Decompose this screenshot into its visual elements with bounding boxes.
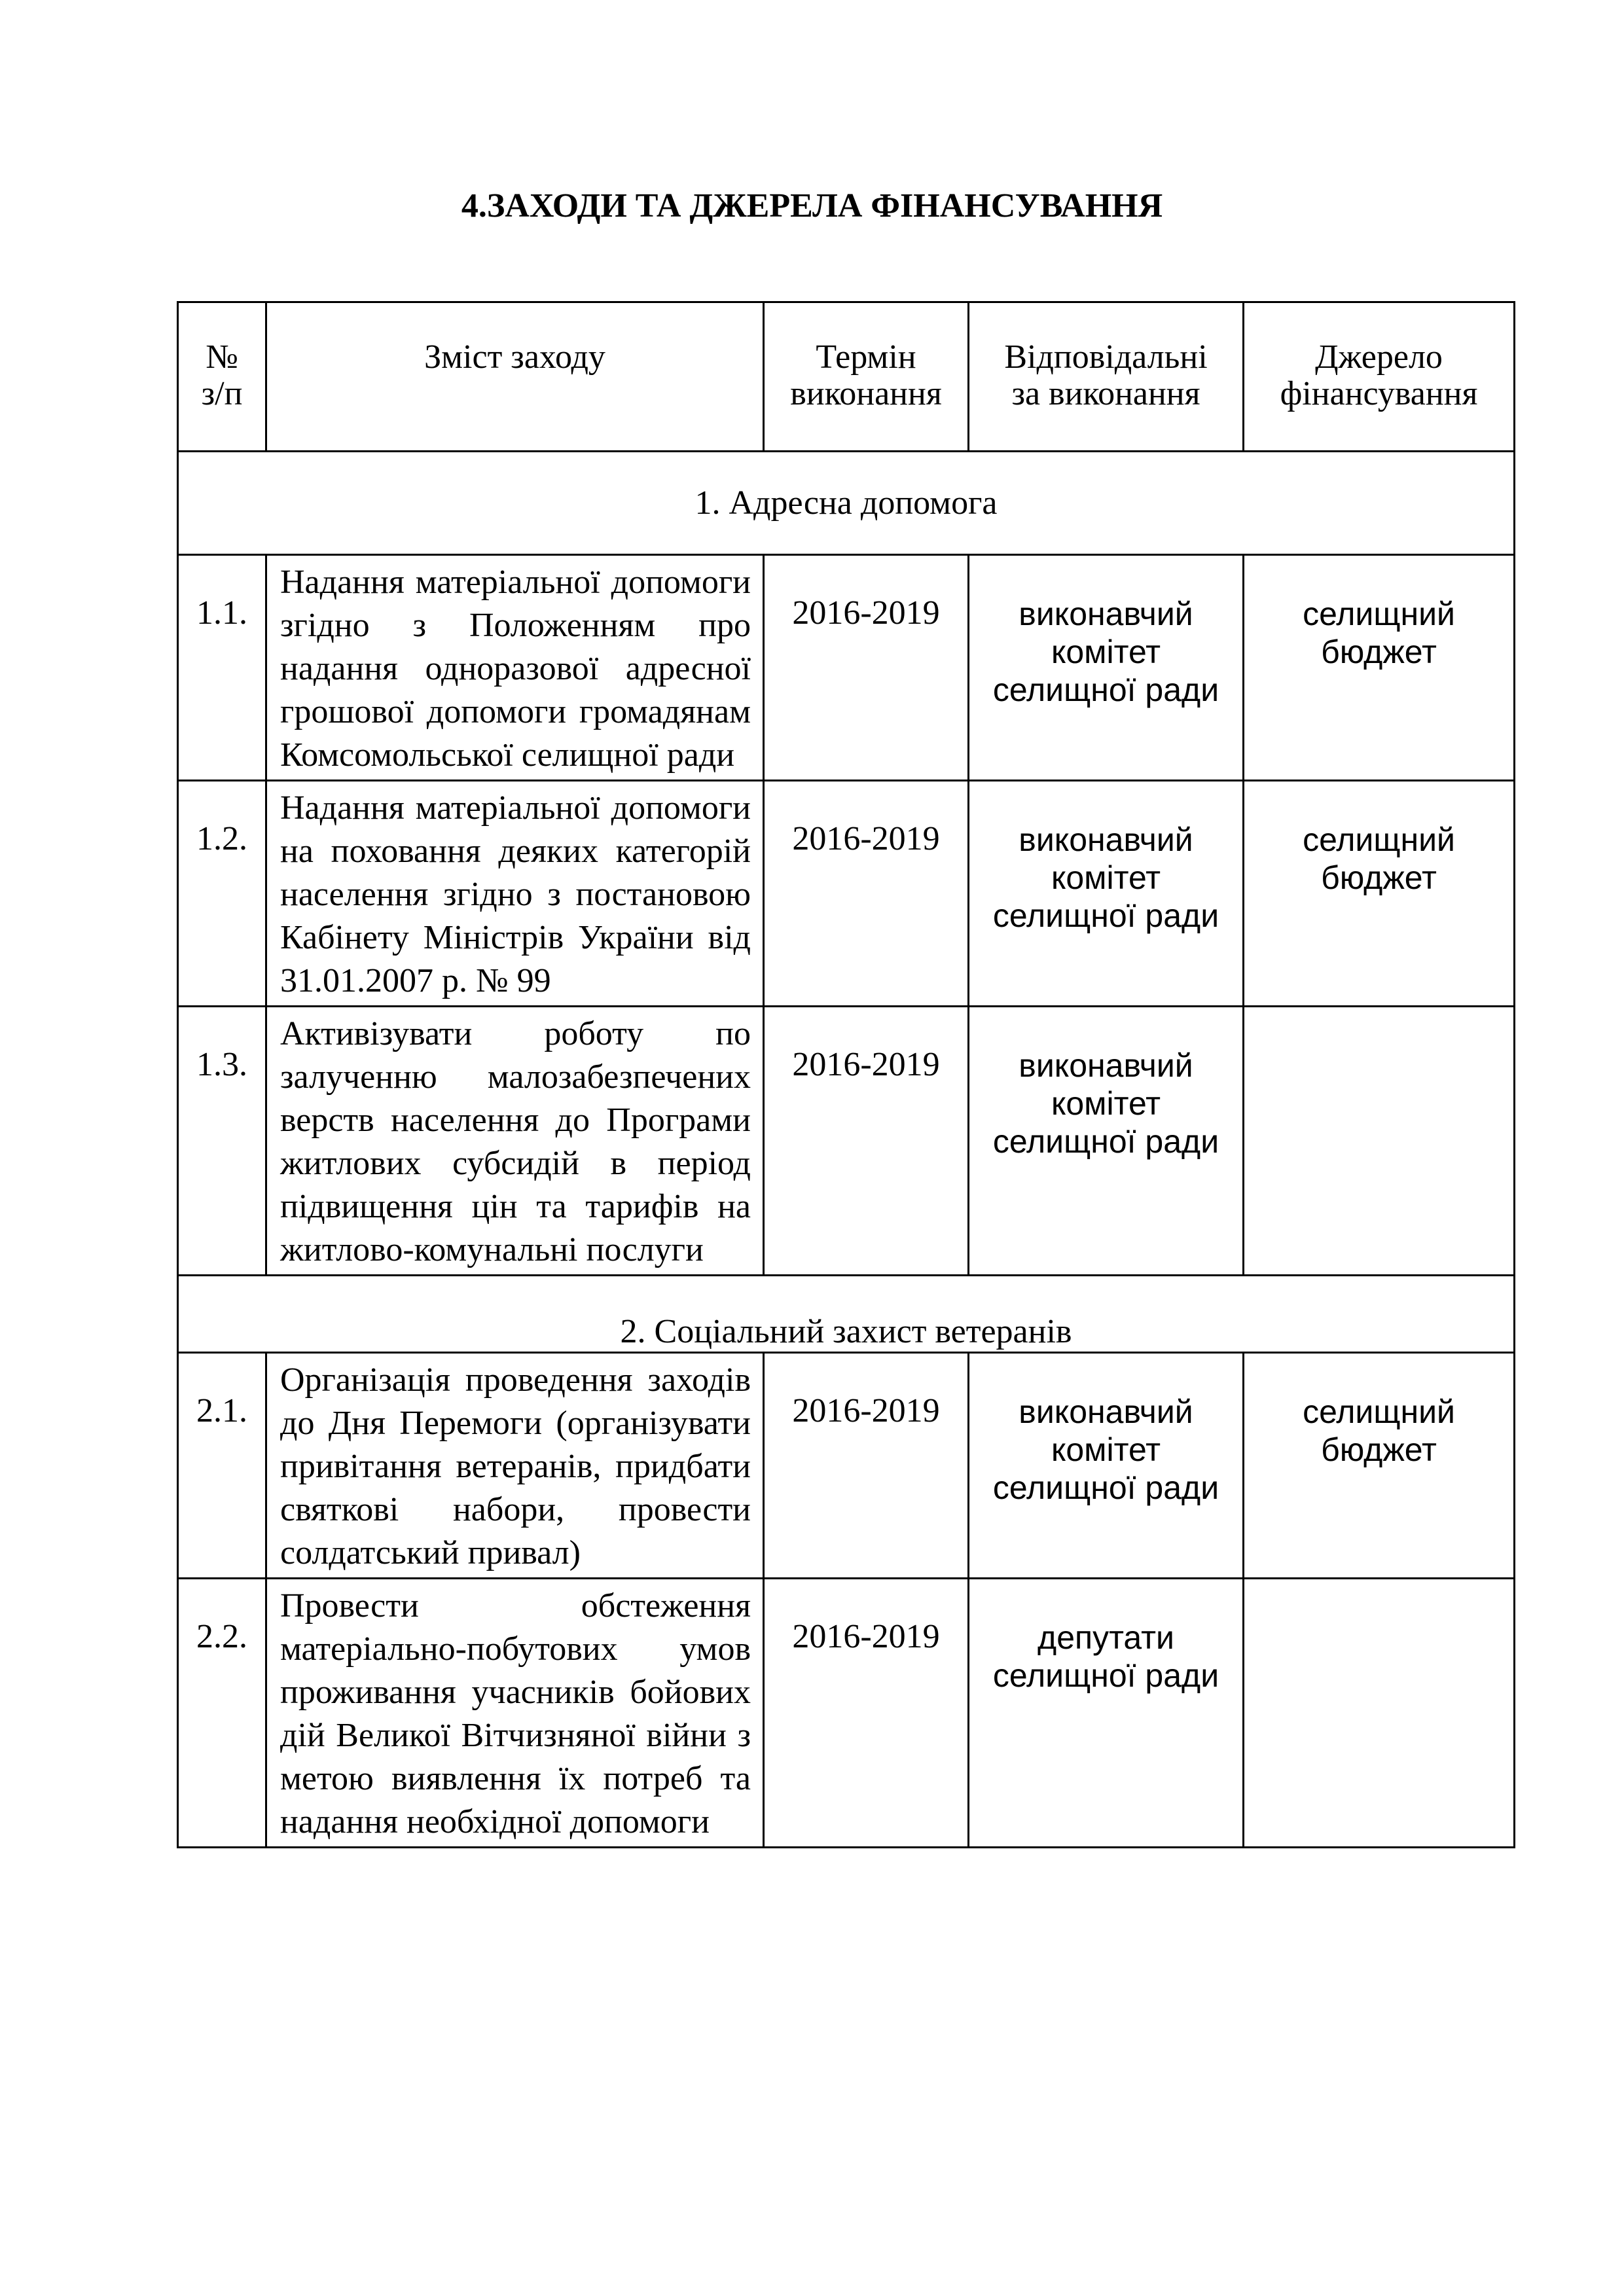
row-source (1244, 1579, 1515, 1848)
row-num: 1.2. (178, 781, 266, 1007)
row-term: 2016-2019 (764, 1353, 969, 1579)
row-content: Надання матеріальної допомоги згідно з Положенням про надання одноразової адресної грошової допомоги громадянам Комсомольської селищної ради (266, 555, 764, 781)
row-responsible: виконавчий комітет селищної ради (969, 781, 1244, 1007)
table-row (178, 1007, 1515, 1276)
table-header-row (178, 302, 1515, 452)
header-num: № з/п (178, 302, 266, 452)
row-num: 2.2. (178, 1579, 266, 1848)
row-responsible: виконавчий комітет селищної ради (969, 555, 1244, 781)
row-source: селищний бюджет (1244, 555, 1515, 781)
row-term: 2016-2019 (764, 1579, 969, 1848)
header-term: Термін виконання (764, 302, 969, 452)
section-title: 1. Адресна допомога (178, 452, 1515, 555)
row-content: Надання матеріальної допомоги на поховання деяких категорій населення згідно з постановою Кабінету Міністрів України від 31.01.2007 р. № 99 (266, 781, 764, 1007)
row-source: селищний бюджет (1244, 781, 1515, 1007)
row-content: Провести обстеження матеріально-побутових умов проживання учасників бойових дій Великої Вітчизняної війни з метою виявлення їх потреб та надання необхідної допомоги (266, 1579, 764, 1848)
row-content: Активізувати роботу по залученню малозабезпечених верств населення до Програми житлових субсидій в період підвищення цін та тарифів на житлово-комунальні послуги (266, 1007, 764, 1276)
row-responsible: виконавчий комітет селищної ради (969, 1353, 1244, 1579)
table-row (178, 1353, 1515, 1579)
row-num: 1.3. (178, 1007, 266, 1276)
row-responsible: виконавчий комітет селищної ради (969, 1007, 1244, 1276)
section-title: 2. Соціальний захист ветеранів (178, 1276, 1515, 1353)
row-content: Організація проведення заходів до Дня Перемоги (організувати привітання ветеранів, придбати святкові набори, провести солдатський привал) (266, 1353, 764, 1579)
page-title: 4.ЗАХОДИ ТА ДЖЕРЕЛА ФІНАНСУВАННЯ (461, 187, 1163, 224)
row-source (1244, 1007, 1515, 1276)
header-source: Джерело фінансування (1244, 302, 1515, 452)
table-row (178, 1579, 1515, 1848)
measures-table (177, 301, 1515, 1848)
header-content: Зміст заходу (266, 302, 764, 452)
table-row (178, 781, 1515, 1007)
row-term: 2016-2019 (764, 1007, 969, 1276)
section-row-1 (178, 452, 1515, 555)
table-row (178, 555, 1515, 781)
header-responsible: Відповідальні за виконання (969, 302, 1244, 452)
row-num: 2.1. (178, 1353, 266, 1579)
row-term: 2016-2019 (764, 555, 969, 781)
row-source: селищний бюджет (1244, 1353, 1515, 1579)
row-term: 2016-2019 (764, 781, 969, 1007)
section-row-2 (178, 1276, 1515, 1353)
row-num: 1.1. (178, 555, 266, 781)
row-responsible: депутати селищної ради (969, 1579, 1244, 1848)
